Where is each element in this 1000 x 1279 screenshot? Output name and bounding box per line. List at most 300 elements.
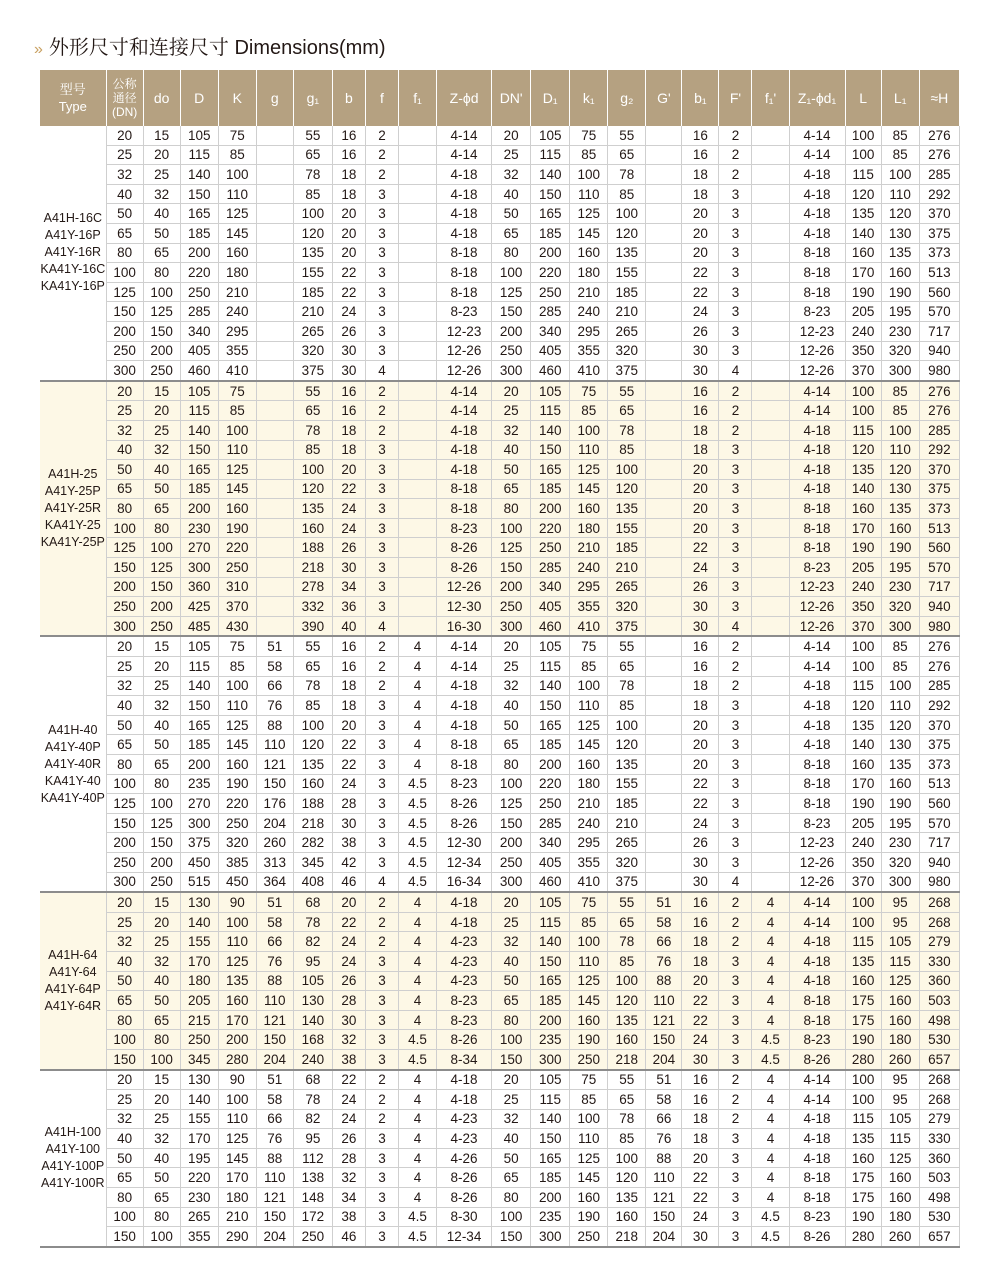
table-cell: 230	[881, 321, 919, 341]
table-row	[40, 1049, 960, 1069]
table-cell: 110	[646, 991, 682, 1011]
table-cell	[256, 518, 293, 538]
table-cell: 360	[180, 577, 218, 597]
table-cell: 85	[881, 401, 919, 421]
table-cell: 95	[881, 1090, 919, 1110]
column-header	[919, 70, 959, 126]
table-cell: 4	[752, 1188, 789, 1208]
table-cell	[256, 204, 293, 224]
table-cell	[646, 243, 682, 263]
table-cell: 8-18	[789, 518, 845, 538]
column-header	[218, 70, 256, 126]
table-cell: 26	[682, 833, 719, 853]
table-cell: 20	[332, 460, 365, 480]
table-cell: 105	[180, 636, 218, 656]
table-cell: 30	[682, 597, 719, 617]
table-cell: 279	[919, 1109, 959, 1129]
table-row	[40, 499, 960, 519]
table-cell: 150	[106, 813, 143, 833]
table-cell: 150	[531, 696, 570, 716]
table-cell: 3	[719, 1030, 752, 1050]
table-cell: 135	[608, 243, 646, 263]
table-cell: 657	[919, 1227, 959, 1247]
table-cell: 8-23	[789, 813, 845, 833]
table-cell: 280	[845, 1227, 881, 1247]
table-cell	[646, 676, 682, 696]
table-cell: 105	[531, 126, 570, 145]
table-cell: 180	[570, 518, 608, 538]
table-cell: 160	[881, 263, 919, 283]
table-cell: 240	[570, 558, 608, 578]
page-title	[34, 36, 386, 62]
table-cell: 32	[106, 165, 143, 185]
table-cell	[646, 361, 682, 381]
table-cell: 2	[365, 636, 398, 656]
table-cell: 110	[218, 440, 256, 460]
table-cell: 8-26	[437, 1168, 492, 1188]
table-cell: 3	[365, 735, 398, 755]
table-cell: 4	[398, 912, 436, 932]
table-cell: 180	[881, 1030, 919, 1050]
table-cell	[398, 460, 436, 480]
table-cell: 195	[881, 558, 919, 578]
table-cell: 12-26	[789, 872, 845, 892]
table-cell: 22	[332, 755, 365, 775]
table-cell: 340	[531, 321, 570, 341]
table-row	[40, 833, 960, 853]
table-cell: 175	[845, 1168, 881, 1188]
table-cell: 100	[143, 794, 180, 814]
model-type-label: A41H-25	[48, 467, 98, 482]
table-cell: 3	[365, 1227, 398, 1247]
table-cell: 95	[881, 1070, 919, 1090]
table-cell: 4-18	[789, 184, 845, 204]
table-cell: 12-26	[789, 341, 845, 361]
table-cell: 150	[106, 558, 143, 578]
table-cell	[256, 223, 293, 243]
table-cell: 3	[719, 302, 752, 322]
table-cell	[398, 381, 436, 401]
table-cell: 110	[570, 184, 608, 204]
table-cell: 105	[881, 932, 919, 952]
column-header-line: Z₁-ϕd₁	[797, 90, 837, 106]
table-cell: 140	[531, 932, 570, 952]
table-cell: 65	[143, 1188, 180, 1208]
table-cell: 280	[218, 1049, 256, 1069]
table-cell: 3	[719, 223, 752, 243]
table-cell	[752, 145, 789, 165]
table-cell: 3	[719, 577, 752, 597]
table-cell: 4-14	[437, 401, 492, 421]
table-cell	[752, 460, 789, 480]
column-header-line: 公称	[112, 77, 137, 91]
table-cell	[752, 636, 789, 656]
table-cell: 50	[143, 991, 180, 1011]
table-cell: 220	[531, 263, 570, 283]
table-cell: 16-30	[437, 616, 492, 636]
table-cell: 513	[919, 263, 959, 283]
table-cell: 4	[398, 1010, 436, 1030]
table-cell: 220	[531, 774, 570, 794]
table-cell: 26	[332, 321, 365, 341]
table-cell	[752, 813, 789, 833]
table-cell: 78	[608, 932, 646, 952]
table-cell: 50	[143, 479, 180, 499]
table-cell: 65	[143, 243, 180, 263]
table-cell: 100	[608, 204, 646, 224]
table-cell: 498	[919, 1188, 959, 1208]
model-type-label: A41Y-16R	[44, 245, 102, 260]
column-header	[40, 70, 106, 126]
table-cell: 450	[218, 872, 256, 892]
table-cell: 85	[881, 381, 919, 401]
table-cell	[398, 263, 436, 283]
table-cell: 130	[881, 479, 919, 499]
table-cell: 120	[845, 696, 881, 716]
table-cell: 4-18	[789, 420, 845, 440]
table-cell: 3	[365, 696, 398, 716]
table-cell: 80	[106, 243, 143, 263]
table-cell: 28	[332, 794, 365, 814]
table-cell: 355	[570, 597, 608, 617]
table-cell: 8-23	[789, 558, 845, 578]
table-cell: 410	[218, 361, 256, 381]
table-cell: 4.5	[398, 833, 436, 853]
table-row	[40, 184, 960, 204]
table-cell: 165	[180, 204, 218, 224]
table-cell: 85	[608, 440, 646, 460]
table-cell: 15	[143, 126, 180, 145]
table-row	[40, 1168, 960, 1188]
column-header	[293, 70, 332, 126]
table-cell: 160	[570, 499, 608, 519]
table-cell: 145	[570, 1168, 608, 1188]
table-cell	[646, 833, 682, 853]
table-cell	[256, 538, 293, 558]
table-cell: 4-18	[789, 696, 845, 716]
table-cell: 150	[492, 1049, 531, 1069]
table-cell: 20	[682, 223, 719, 243]
table-cell: 125	[218, 951, 256, 971]
table-cell	[646, 735, 682, 755]
table-cell: 150	[531, 1129, 570, 1149]
table-cell: 25	[106, 401, 143, 421]
table-row	[40, 971, 960, 991]
table-cell: 12-23	[789, 577, 845, 597]
table-cell: 50	[143, 223, 180, 243]
table-cell: 50	[492, 971, 531, 991]
table-cell	[646, 145, 682, 165]
table-cell	[256, 263, 293, 283]
table-cell: 12-26	[789, 616, 845, 636]
column-header-line: 通径	[112, 91, 137, 105]
table-cell: 160	[293, 518, 332, 538]
table-cell: 121	[256, 1188, 293, 1208]
table-cell: 100	[845, 1070, 881, 1090]
table-cell: 85	[881, 636, 919, 656]
table-cell: 3	[365, 321, 398, 341]
table-cell: 140	[531, 420, 570, 440]
table-cell: 20	[143, 145, 180, 165]
table-cell: 276	[919, 381, 959, 401]
table-cell: 24	[332, 1090, 365, 1110]
table-cell	[752, 833, 789, 853]
table-cell: 100	[845, 126, 881, 145]
table-cell: 265	[608, 321, 646, 341]
table-cell: 340	[531, 577, 570, 597]
table-row	[40, 223, 960, 243]
table-cell: 110	[881, 184, 919, 204]
table-row	[40, 361, 960, 381]
table-cell: 135	[293, 499, 332, 519]
table-cell: 3	[365, 597, 398, 617]
table-cell: 4.5	[398, 852, 436, 872]
model-type-label: A41H-40	[48, 722, 98, 737]
table-cell: 250	[106, 597, 143, 617]
column-header	[719, 70, 752, 126]
table-cell: 260	[881, 1049, 919, 1069]
table-cell	[752, 616, 789, 636]
table-cell: 4	[398, 1188, 436, 1208]
table-cell: 4-18	[437, 892, 492, 912]
table-cell: 100	[608, 971, 646, 991]
table-cell: 135	[845, 1129, 881, 1149]
table-cell: 460	[531, 616, 570, 636]
table-cell: 100	[218, 676, 256, 696]
table-cell: 200	[531, 1010, 570, 1030]
table-cell	[752, 577, 789, 597]
table-cell: 50	[106, 204, 143, 224]
table-cell: 135	[218, 971, 256, 991]
table-cell: 140	[845, 735, 881, 755]
table-cell: 100	[845, 657, 881, 677]
table-cell: 121	[256, 1010, 293, 1030]
table-cell: 250	[531, 794, 570, 814]
table-cell: 85	[608, 696, 646, 716]
table-cell: 4	[752, 1010, 789, 1030]
table-cell: 66	[256, 676, 293, 696]
table-cell: 170	[218, 1010, 256, 1030]
table-cell: 76	[256, 951, 293, 971]
table-cell: 3	[719, 813, 752, 833]
table-cell: 350	[845, 597, 881, 617]
table-cell: 165	[531, 460, 570, 480]
table-cell: 3	[365, 755, 398, 775]
table-cell: 180	[570, 263, 608, 283]
table-cell: 100	[845, 636, 881, 656]
table-cell: 85	[570, 657, 608, 677]
table-cell: 3	[365, 1188, 398, 1208]
table-cell: 4-14	[789, 912, 845, 932]
table-cell: 8-26	[789, 1227, 845, 1247]
table-cell: 185	[531, 991, 570, 1011]
table-cell: 3	[719, 1148, 752, 1168]
table-cell: 4-18	[789, 204, 845, 224]
table-cell: 110	[218, 1109, 256, 1129]
table-cell: 250	[218, 813, 256, 833]
table-cell: 120	[608, 735, 646, 755]
table-cell: 250	[492, 341, 531, 361]
table-cell	[646, 696, 682, 716]
table-cell: 115	[881, 1129, 919, 1149]
table-row	[40, 302, 960, 322]
table-cell	[752, 499, 789, 519]
table-cell: 95	[293, 1129, 332, 1149]
table-cell: 276	[919, 657, 959, 677]
table-cell: 78	[608, 420, 646, 440]
table-cell: 8-30	[437, 1207, 492, 1227]
table-cell: 16	[332, 657, 365, 677]
table-row	[40, 1129, 960, 1149]
table-cell: 205	[845, 558, 881, 578]
table-cell: 160	[845, 243, 881, 263]
table-cell: 25	[492, 1090, 531, 1110]
table-cell: 3	[365, 223, 398, 243]
table-cell: 34	[332, 1188, 365, 1208]
table-cell: 120	[608, 991, 646, 1011]
table-cell: 155	[180, 932, 218, 952]
table-cell: 4	[752, 892, 789, 912]
table-cell: 175	[845, 1010, 881, 1030]
table-row	[40, 1090, 960, 1110]
table-cell: 410	[570, 361, 608, 381]
table-cell: 8-18	[789, 263, 845, 283]
table-cell: 4-18	[437, 420, 492, 440]
table-cell: 3	[365, 302, 398, 322]
table-cell: 12-30	[437, 597, 492, 617]
table-cell: 88	[256, 1148, 293, 1168]
table-cell: 150	[256, 1207, 293, 1227]
table-row	[40, 518, 960, 538]
table-cell: 250	[106, 852, 143, 872]
table-cell: 320	[608, 341, 646, 361]
model-type-label: A41Y-40R	[44, 756, 102, 771]
table-cell: 105	[293, 971, 332, 991]
table-row	[40, 1188, 960, 1208]
table-cell: 4-23	[437, 1129, 492, 1149]
table-cell: 300	[180, 558, 218, 578]
table-cell: 200	[492, 833, 531, 853]
table-cell: 150	[492, 1227, 531, 1247]
table-row	[40, 892, 960, 912]
table-cell: 285	[531, 813, 570, 833]
table-cell: 285	[531, 558, 570, 578]
table-cell: 375	[180, 833, 218, 853]
table-row	[40, 381, 960, 401]
table-cell: 135	[845, 715, 881, 735]
table-cell: 370	[845, 361, 881, 381]
table-cell: 4-14	[437, 657, 492, 677]
table-row	[40, 479, 960, 499]
column-header-line: f	[380, 90, 384, 106]
table-cell: 24	[332, 302, 365, 322]
table-cell: 24	[332, 1109, 365, 1129]
table-cell: 218	[293, 558, 332, 578]
table-cell: 292	[919, 184, 959, 204]
table-cell: 190	[881, 282, 919, 302]
table-cell: 4-18	[789, 1129, 845, 1149]
table-cell: 280	[845, 1049, 881, 1069]
table-cell: 135	[845, 204, 881, 224]
table-cell: 150	[180, 184, 218, 204]
table-row	[40, 872, 960, 892]
table-cell: 18	[682, 696, 719, 716]
table-cell: 350	[845, 852, 881, 872]
table-cell: 2	[719, 676, 752, 696]
table-cell: 4	[752, 991, 789, 1011]
table-row	[40, 636, 960, 656]
table-cell: 230	[180, 1188, 218, 1208]
table-cell: 15	[143, 1070, 180, 1090]
table-cell: 300	[106, 361, 143, 381]
table-cell: 85	[570, 145, 608, 165]
table-cell: 50	[492, 204, 531, 224]
table-cell: 3	[365, 1168, 398, 1188]
table-cell: 8-18	[437, 243, 492, 263]
table-cell: 276	[919, 636, 959, 656]
table-cell: 530	[919, 1030, 959, 1050]
table-cell: 250	[570, 1049, 608, 1069]
table-cell: 190	[845, 794, 881, 814]
model-type-label: KA41Y-16P	[40, 279, 105, 294]
table-cell: 8-23	[789, 1030, 845, 1050]
table-cell: 200	[218, 1030, 256, 1050]
table-cell	[398, 145, 436, 165]
table-cell: 8-23	[789, 302, 845, 322]
table-cell: 138	[293, 1168, 332, 1188]
table-row	[40, 1148, 960, 1168]
table-cell: 78	[608, 165, 646, 185]
table-cell	[646, 538, 682, 558]
table-cell: 18	[332, 184, 365, 204]
table-cell	[398, 282, 436, 302]
table-cell: 100	[293, 460, 332, 480]
table-cell: 18	[682, 165, 719, 185]
table-cell: 12-34	[437, 1227, 492, 1247]
table-cell: 125	[218, 1129, 256, 1149]
model-type-label: KA41Y-25P	[40, 535, 105, 550]
table-cell: 170	[845, 263, 881, 283]
table-cell: 160	[293, 774, 332, 794]
table-cell: 250	[106, 341, 143, 361]
table-cell: 18	[682, 932, 719, 952]
table-cell: 2	[719, 892, 752, 912]
table-cell: 2	[365, 657, 398, 677]
table-cell: 313	[256, 852, 293, 872]
table-cell: 20	[106, 381, 143, 401]
table-cell: 110	[570, 1129, 608, 1149]
table-cell	[752, 243, 789, 263]
table-cell: 190	[218, 518, 256, 538]
table-cell: 190	[845, 1207, 881, 1227]
table-cell: 320	[608, 597, 646, 617]
table-cell: 210	[570, 538, 608, 558]
table-cell: 115	[531, 912, 570, 932]
table-cell	[256, 479, 293, 499]
table-cell: 4.5	[398, 774, 436, 794]
table-cell: 65	[608, 912, 646, 932]
table-cell: 204	[256, 1227, 293, 1247]
table-cell: 285	[919, 420, 959, 440]
table-cell: 100	[143, 1049, 180, 1069]
table-cell: 80	[106, 499, 143, 519]
table-cell	[752, 302, 789, 322]
table-cell: 150	[531, 951, 570, 971]
column-header-line: G'	[657, 90, 671, 106]
table-cell: 3	[719, 499, 752, 519]
table-cell: 160	[845, 1148, 881, 1168]
column-header-line: DN'	[499, 90, 523, 106]
